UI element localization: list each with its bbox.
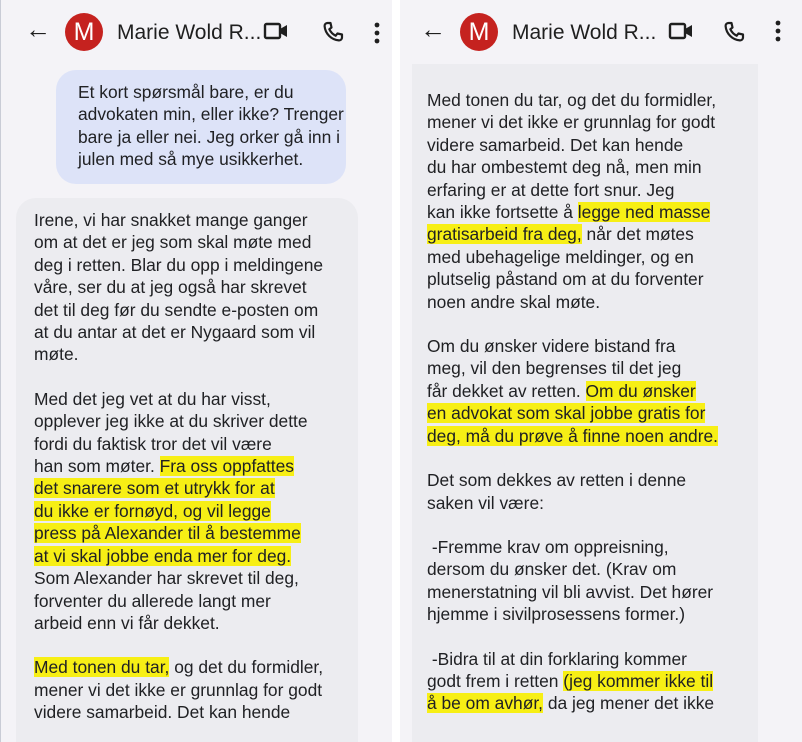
message-line: saken vil være: xyxy=(427,492,544,513)
message-line: mener vi det ikke er grunnlag for godt xyxy=(34,679,323,700)
message-text: godt frem i retten xyxy=(427,670,564,691)
sent-message-line: Et kort spørsmål bare, er du xyxy=(78,82,294,102)
message-line: -Bidra til at din forklaring kommer xyxy=(427,648,687,669)
avatar[interactable]: M xyxy=(460,13,498,51)
message-line: Irene, vi har snakket mange ganger xyxy=(34,210,308,230)
message-line: Det som dekkes av retten i denne xyxy=(427,470,687,491)
message-line: menerstatning vil bli avvist. Det hører xyxy=(427,581,714,602)
message-line xyxy=(34,500,358,522)
message-text: han som møter. xyxy=(34,456,160,477)
right-conversation-screen xyxy=(400,0,802,742)
highlighted-text: (jeg kommer ikke til xyxy=(563,670,714,691)
message-line xyxy=(34,522,358,544)
highlighted-text: en advokat som skal jobbe gratis for xyxy=(427,403,706,424)
sent-message-line: advokaten min, eller ikke? Trenger xyxy=(78,104,344,125)
message-line: forventer du allerede langt mer xyxy=(34,590,271,611)
message-line xyxy=(427,223,758,245)
message-line: opplever jeg ikke at du skriver dette xyxy=(34,411,308,432)
message-text: kan ikke fortsette å xyxy=(427,202,578,223)
highlighted-text: gratisarbeid fra deg, xyxy=(427,224,582,245)
message-line xyxy=(427,670,758,692)
message-line: noen andre skal møte. xyxy=(427,291,601,312)
message-line xyxy=(34,455,358,477)
message-line: med ubehagelige meldinger, og en xyxy=(427,246,694,267)
conversation-header xyxy=(400,0,802,64)
message-text: får dekket av retten. xyxy=(427,380,586,401)
received-message-bubble[interactable] xyxy=(412,64,758,742)
message-line xyxy=(34,477,358,499)
highlighted-text: det snarere som et utrykk for at xyxy=(34,478,275,499)
contact-name[interactable]: Marie Wold R... xyxy=(117,21,262,44)
message-line: om at det er jeg som skal møte med xyxy=(34,232,312,253)
message-line: møte. xyxy=(34,344,79,365)
more-vert-icon[interactable] xyxy=(774,20,782,42)
message-line: det til deg før du sendte e-posten om xyxy=(34,299,319,320)
video-call-icon[interactable] xyxy=(668,20,694,42)
arrow-back-icon[interactable]: ← xyxy=(420,14,446,44)
message-line xyxy=(427,201,758,223)
message-text: og det du formidler, xyxy=(169,657,324,678)
more-vert-icon[interactable] xyxy=(373,22,381,44)
highlighted-text: at vi skal jobbe enda mer for deg. xyxy=(34,545,292,566)
phone-icon[interactable] xyxy=(321,20,345,44)
conversation-header xyxy=(1,0,393,64)
message-line: hjemme i sivilprosessens former.) xyxy=(427,604,686,625)
message-line: deg i retten. Blar du opp i meldingene xyxy=(34,254,324,275)
message-line: du har ombestemt deg nå, men min xyxy=(427,157,702,178)
highlighted-text: Om du ønsker xyxy=(585,380,696,401)
message-line: videre samarbeid. Det kan hende xyxy=(427,134,684,155)
message-line: plutselig påstand om at du forventer xyxy=(427,269,704,290)
message-line xyxy=(34,545,358,567)
sent-message-line: julen med så mye usikkerhet. xyxy=(78,149,304,170)
sent-message-bubble[interactable] xyxy=(56,70,346,184)
sent-message-line: bare ja eller nei. Jeg orker gå inn i xyxy=(78,126,340,147)
highlighted-text: legge ned masse xyxy=(577,202,711,223)
contact-name[interactable]: Marie Wold R... xyxy=(512,21,657,44)
avatar[interactable]: M xyxy=(65,13,103,51)
highlighted-text: Fra oss oppfattes xyxy=(159,456,295,477)
highlighted-text: deg, må du prøve å finne noen andre. xyxy=(427,425,719,446)
message-line: Om du ønsker videre bistand fra xyxy=(427,336,676,357)
message-line xyxy=(427,425,758,447)
message-line xyxy=(34,656,358,678)
message-line: erfaring er at dette fort snur. Jeg xyxy=(427,179,675,200)
message-line: videre samarbeid. Det kan hende xyxy=(34,702,291,723)
message-line: fordi du faktisk tror det vil være xyxy=(34,433,272,454)
message-line xyxy=(427,402,758,424)
phone-icon[interactable] xyxy=(722,20,746,44)
message-text: når det møtes xyxy=(581,224,694,245)
message-line: Med tonen du tar, og det du formidler, xyxy=(427,90,717,110)
message-line xyxy=(427,380,758,402)
received-message-bubble[interactable] xyxy=(16,198,358,742)
panel-divider xyxy=(392,0,400,742)
highlighted-text: Med tonen du tar, xyxy=(34,657,170,678)
message-line: arbeid enn vi får dekket. xyxy=(34,612,220,633)
message-line: Som Alexander har skrevet til deg, xyxy=(34,568,299,589)
highlighted-text: press på Alexander til å bestemme xyxy=(34,523,301,544)
arrow-back-icon[interactable]: ← xyxy=(25,14,51,44)
message-line: at du antar at det er Nygaard som vil xyxy=(34,322,316,343)
message-line: meg, vil den begrenses til det jeg xyxy=(427,358,682,379)
highlighted-text: du ikke er fornøyd, og vil legge xyxy=(34,500,271,521)
message-line: dersom du ønsker det. (Krav om xyxy=(427,559,677,580)
message-text: da jeg mener det ikke xyxy=(543,693,715,714)
message-line xyxy=(427,692,758,714)
video-call-icon[interactable] xyxy=(263,20,289,42)
message-line: -Fremme krav om oppreisning, xyxy=(427,536,669,557)
message-line: Med det jeg vet at du har visst, xyxy=(34,388,271,409)
message-line: mener vi det ikke er grunnlag for godt xyxy=(427,112,716,133)
left-conversation-screen xyxy=(0,0,393,742)
message-line: våre, ser du at jeg også har skrevet xyxy=(34,277,307,298)
highlighted-text: å be om avhør, xyxy=(427,693,543,714)
